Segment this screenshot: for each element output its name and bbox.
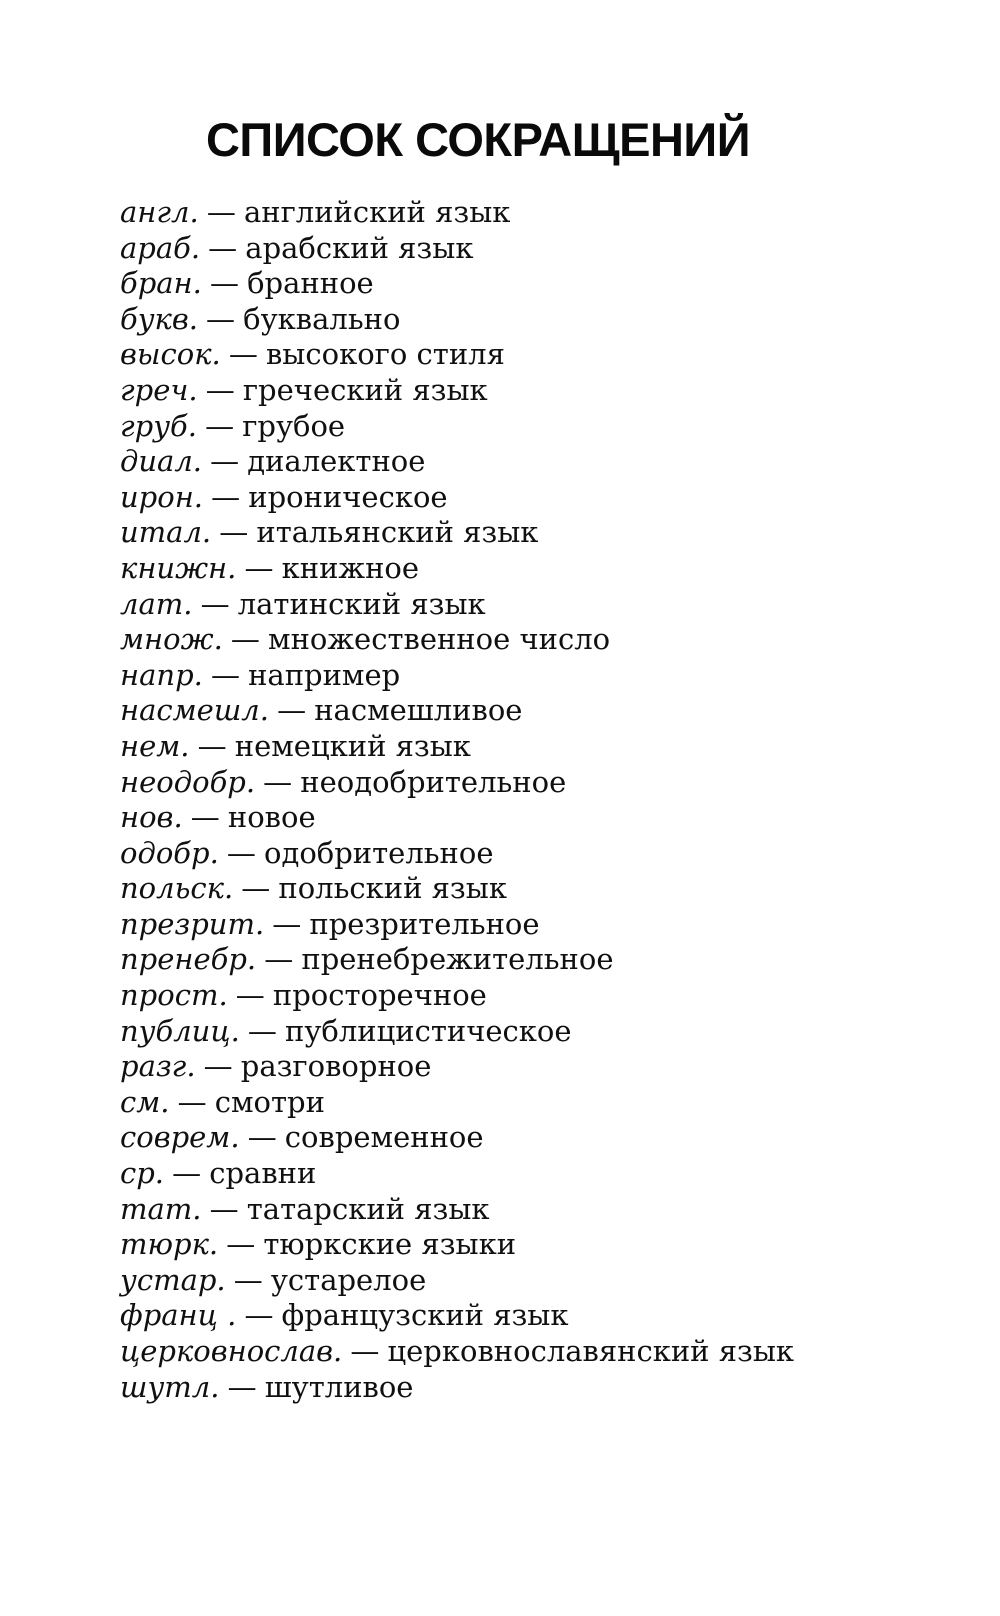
abbreviation-meaning: разговорное [240,1049,432,1084]
abbreviation-term: англ. [120,195,199,229]
abbreviation-term: публиц. [120,1013,240,1048]
abbreviation-term: греч. [120,372,198,407]
abbreviation-meaning: смотри [214,1084,325,1119]
abbreviation-term: тюрк. [120,1227,219,1262]
abbreviation-separator: — [230,622,260,657]
abbreviation-row [120,658,836,694]
abbreviation-row [120,800,836,836]
abbreviation-row [120,836,836,872]
abbreviation-separator: — [211,479,241,514]
abbreviation-meaning: немецкий язык [234,728,471,763]
abbreviation-row [120,871,836,907]
abbreviation-separator: — [203,1049,233,1084]
page-title: СПИСОК СОКРАЩЕНИЙ [205,113,750,166]
abbreviation-term: прост. [120,978,228,1013]
abbreviation-row [120,195,836,231]
abbreviation-separator: — [264,942,294,977]
abbreviation-row [120,266,836,302]
abbreviation-meaning: ироническое [248,479,448,514]
abbreviation-meaning: французский язык [281,1298,569,1333]
abbreviation-separator: — [197,728,227,763]
abbreviation-meaning: польский язык [278,871,507,906]
abbreviation-meaning: арабский язык [245,230,474,265]
abbreviation-separator: — [233,1262,263,1297]
abbreviation-meaning: грубое [242,408,346,443]
abbreviation-list [120,195,836,1405]
abbreviation-separator: — [200,586,230,621]
abbreviation-term: пренебр. [120,942,257,977]
abbreviation-meaning: устарелое [270,1262,427,1297]
abbreviation-term: груб. [120,408,197,443]
abbreviation-meaning: церковнославянский язык [387,1334,795,1368]
abbreviation-separator: — [350,1334,380,1368]
abbreviation-term: бран. [120,266,202,301]
abbreviation-separator: — [227,1369,257,1404]
abbreviation-meaning: бранное [247,266,374,301]
abbreviation-meaning: пренебрежительное [301,942,614,977]
abbreviation-row [120,1156,836,1192]
abbreviation-term: насмешл. [120,693,269,728]
abbreviation-row [120,729,836,765]
abbreviation-separator: — [277,693,307,728]
abbreviation-row [120,1334,836,1370]
abbreviation-meaning: неодобрительное [300,764,567,799]
abbreviation-term: франц . [120,1298,237,1333]
abbreviation-meaning: множественное число [268,622,611,657]
abbreviation-separator: — [272,906,302,941]
abbreviation-meaning: новое [227,800,316,835]
abbreviation-separator: — [209,1191,239,1226]
abbreviation-term: ср. [120,1156,165,1191]
abbreviation-term: ирон. [120,479,204,514]
abbreviation-row [120,444,836,480]
abbreviation-term: презрит. [120,906,265,941]
abbreviation-separator: — [247,1013,277,1048]
abbreviation-meaning: высокого стиля [265,337,505,372]
abbreviation-meaning: например [248,657,401,692]
abbreviation-separator: — [210,444,240,479]
abbreviation-meaning: сравни [209,1156,317,1191]
abbreviation-meaning: шутливое [264,1369,414,1404]
abbreviation-row [120,1298,836,1334]
abbreviation-meaning: просторечное [272,978,487,1013]
abbreviation-meaning: греческий язык [242,372,488,407]
abbreviation-meaning: одобрительное [264,835,494,870]
abbreviation-meaning: английский язык [243,195,511,229]
abbreviation-term: высок. [120,337,221,372]
abbreviation-term: араб. [120,230,201,265]
abbreviation-row [120,587,836,623]
abbreviation-row [120,480,836,516]
abbreviation-row [120,1014,836,1050]
abbreviation-term: разг. [120,1049,196,1084]
abbreviation-row [120,373,836,409]
abbreviation-row [120,409,836,445]
abbreviation-separator: — [205,408,235,443]
abbreviation-term: нов. [120,800,183,835]
abbreviation-row [120,1049,836,1085]
abbreviation-term: множ. [120,622,223,657]
abbreviation-meaning: диалектное [247,444,426,479]
abbreviation-term: напр. [120,657,203,692]
abbreviation-term: церковнослав. [120,1334,343,1368]
abbreviation-separator: — [244,550,274,585]
abbreviation-separator: — [241,871,271,906]
abbreviation-separator: — [210,657,240,692]
abbreviation-separator: — [219,515,249,550]
abbreviation-meaning: книжное [281,550,420,585]
abbreviation-term: букв. [120,301,198,336]
abbreviation-separator: — [208,230,238,265]
abbreviation-row [120,1263,836,1299]
abbreviation-term: нем. [120,728,190,763]
abbreviation-meaning: итальянский язык [256,515,539,550]
abbreviation-term: диал. [120,444,203,479]
abbreviation-term: одобр. [120,835,219,870]
abbreviation-row [120,1192,836,1228]
abbreviation-separator: — [209,266,239,301]
abbreviation-separator: — [206,301,236,336]
abbreviation-separator: — [172,1156,202,1191]
page-content [120,112,836,1405]
abbreviation-term: неодобр. [120,764,256,799]
abbreviation-row [120,978,836,1014]
abbreviation-meaning: современное [284,1120,484,1155]
abbreviation-row [120,693,836,729]
abbreviation-meaning: татарский язык [246,1191,490,1226]
abbreviation-row [120,622,836,658]
abbreviation-separator: — [228,337,258,372]
abbreviation-separator: — [263,764,293,799]
abbreviation-row [120,1085,836,1121]
abbreviation-row [120,1120,836,1156]
abbreviation-term: соврем. [120,1120,240,1155]
abbreviation-separator: — [235,978,265,1013]
abbreviation-separator: — [177,1084,207,1119]
abbreviation-separator: — [247,1120,277,1155]
abbreviation-row [120,765,836,801]
abbreviation-term: лат. [120,586,193,621]
abbreviation-row [120,1370,836,1406]
abbreviation-term: см. [120,1084,170,1119]
abbreviation-separator: — [226,1227,256,1262]
abbreviation-separator: — [226,835,256,870]
abbreviation-separator: — [205,372,235,407]
abbreviation-row [120,551,836,587]
abbreviation-row [120,231,836,267]
abbreviation-row [120,337,836,373]
abbreviation-meaning: тюркские языки [263,1227,517,1262]
abbreviation-term: шутл. [120,1369,220,1404]
abbreviation-separator: — [206,195,236,229]
abbreviation-term: книжн. [120,550,237,585]
abbreviation-meaning: насмешливое [314,693,523,728]
abbreviation-term: итал. [120,515,212,550]
abbreviation-term: тат. [120,1191,202,1226]
abbreviation-separator: — [190,800,220,835]
abbreviation-meaning: публицистическое [285,1013,572,1048]
abbreviation-row [120,907,836,943]
abbreviation-term: устар. [120,1262,226,1297]
abbreviation-meaning: латинский язык [237,586,486,621]
abbreviation-row [120,302,836,338]
abbreviation-row [120,942,836,978]
abbreviation-row [120,1227,836,1263]
abbreviation-meaning: презрительное [309,906,540,941]
abbreviation-separator: — [244,1298,274,1333]
abbreviation-meaning: буквально [243,301,401,336]
abbreviation-term: польск. [120,871,234,906]
abbreviation-row [120,515,836,551]
